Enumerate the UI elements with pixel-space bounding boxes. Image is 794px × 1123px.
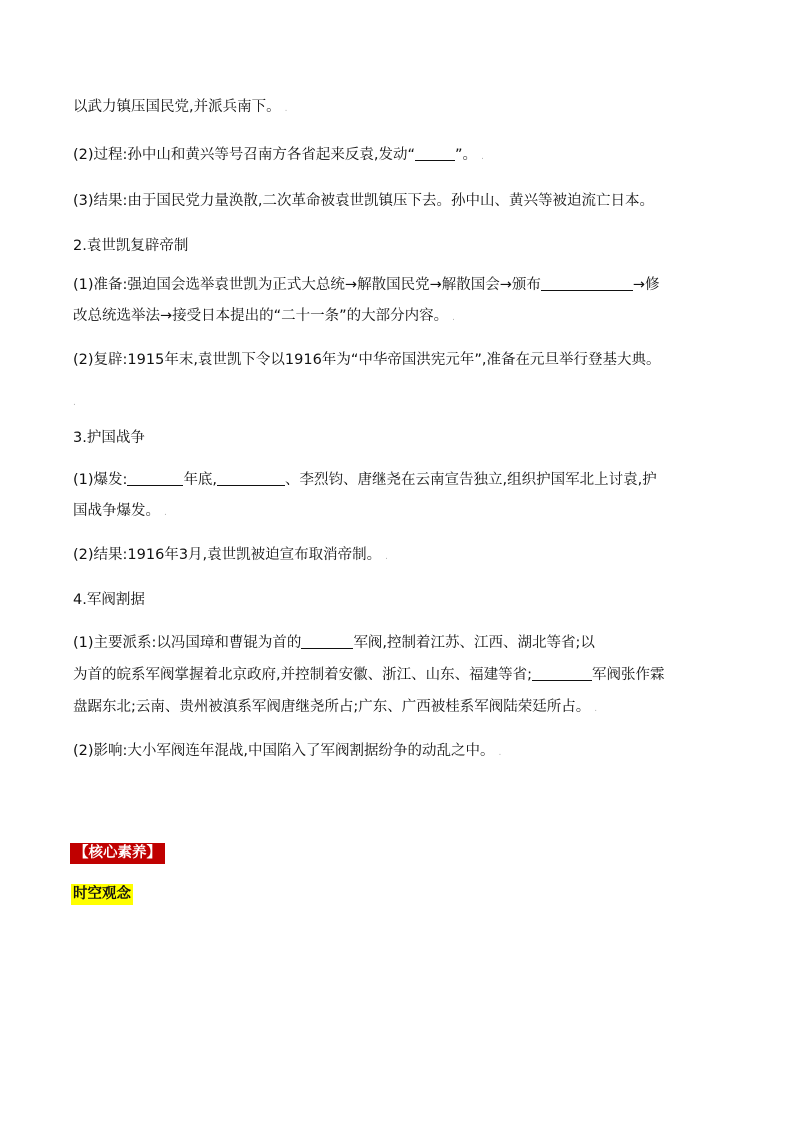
text-line: (1)爆发: 年底, 、李烈钧、唐继尧在云南宣告独立,组织护国军北上讨袁,护 [73,472,657,488]
text-line: 盘踞东北;云南、贵州被滇系军阀唐继尧所占;广东、广西被桂系军阀陆荣廷所占。 . [73,699,598,715]
fill-blank[interactable] [541,275,633,291]
text-line: (2)影响:大小军阀连年混战,中国陷入了军阀割据纷争的动乱之中。 . [73,743,502,759]
text-line: (1)主要派系:以冯国璋和曹锟为首的 军阀,控制着江苏、江西、湖北等省;以 [73,635,595,651]
fill-blank[interactable] [127,470,183,486]
paragraph-mark: . [73,398,76,408]
text-line: 国战争爆发。 . [73,503,167,519]
paragraph-mark: . [498,748,502,758]
section-heading: 4.军阀割据 [73,592,145,608]
text-line: (1)准备:强迫国会选举袁世凯为正式大总统→解散国民党→解散国会→颁布 →修 [73,277,660,293]
fill-blank[interactable] [415,145,455,161]
text-line: (2)复辟:1915年末,袁世凯下令以1916年为“中华帝国洪宪元年”,准备在元旦举行登基大典。 [73,352,661,368]
paragraph-mark: . [594,704,598,714]
section-heading: 3.护国战争 [73,430,145,446]
space-time-tag: 时空观念 [71,884,133,905]
fill-blank[interactable] [301,633,353,649]
paragraph-mark: . [284,104,288,114]
text-line: (2)结果:1916年3月,袁世凯被迫宣布取消帝制。 . [73,547,389,563]
text-line: 以武力镇压国民党,并派兵南下。 . [73,99,288,115]
text-line: (3)结果:由于国民党力量涣散,二次革命被袁世凯镇压下去。孙中山、黄兴等被迫流亡日本。 [73,193,655,209]
fill-blank[interactable] [532,665,592,681]
paragraph-mark: . [164,508,167,518]
text-line: (2)过程:孙中山和黄兴等号召南方各省起来反袁,发动“ ”。 . [73,147,484,163]
fill-blank[interactable] [217,470,285,486]
text-line: 为首的皖系军阀掌握着北京政府,并控制着安徽、浙江、山东、福建等省; 军阀张作霖 [73,667,665,683]
section-heading: 2.袁世凯复辟帝制 [73,238,189,254]
core-literacy-tag: 【核心素养】 [70,843,165,864]
text-line: 改总统选举法→接受日本提出的“二十一条”的大部分内容。 . [73,308,456,324]
paragraph-mark: . [481,152,484,162]
paragraph-mark: . [385,552,389,562]
paragraph-mark: . [452,313,456,323]
